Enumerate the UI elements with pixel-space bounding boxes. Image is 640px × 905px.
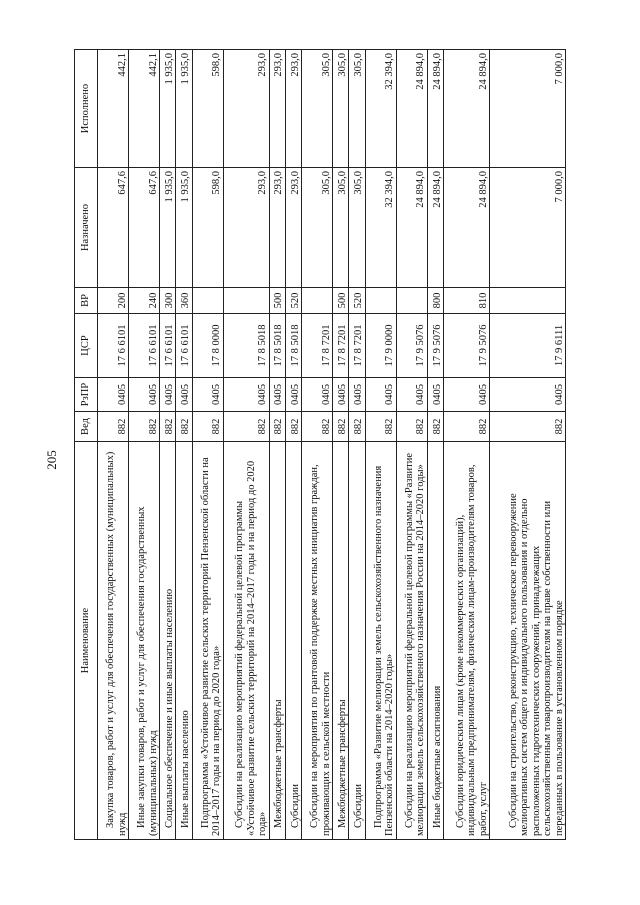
header-ved: Вед: [75, 412, 98, 442]
header-naznacheno: Назначено: [75, 168, 98, 288]
cell-ispolneno: 1 935,0: [176, 50, 192, 168]
cell-ispolneno: 293,0: [223, 50, 269, 168]
cell-csr: 17 6 6101: [98, 314, 129, 378]
cell-rzpr: 0405: [333, 378, 349, 412]
cell-naznacheno: 305,0: [302, 168, 333, 288]
cell-name: [302, 442, 333, 840]
cell-csr: 17 8 7201: [302, 314, 333, 378]
cell-naznacheno: 1 935,0: [176, 168, 192, 288]
cell-naznacheno: 293,0: [285, 168, 301, 288]
cell-rzpr: 0405: [129, 378, 160, 412]
table-row: [333, 50, 349, 840]
cell-name: [192, 442, 223, 840]
cell-vr: 200: [98, 288, 129, 314]
cell-rzpr: 0405: [192, 378, 223, 412]
header-csr: ЦСР: [75, 314, 98, 378]
table-row: [176, 50, 192, 840]
cell-vr: 240: [129, 288, 160, 314]
cell-ispolneno: 7 000,0: [490, 50, 566, 168]
table-row: [129, 50, 160, 840]
cell-ved: 882: [176, 412, 192, 442]
row-name-text: Субсидии на строительство, реконструкцию, техническое перевооружение мелиоративных систем общего и индивидуального пользования и отдельно расположенных гидротехнических сооружений, принадлежащих сельскохозяйственным товаропроизводителям на праве собственности или переданных в пользование в установленном порядке: [507, 493, 565, 836]
row-name-text: Субсидии на реализацию мероприятий федеральной целевой программы «Развитие мелиорации земель сельскохозяйственного назначения России на 2014–2020 годы»: [403, 452, 427, 836]
table-row: [192, 50, 223, 840]
cell-ved: 882: [490, 412, 566, 442]
table-row: [160, 50, 176, 840]
cell-name: [396, 442, 427, 840]
cell-ispolneno: 305,0: [349, 50, 365, 168]
cell-vr: 500: [333, 288, 349, 314]
cell-naznacheno: 647,6: [129, 168, 160, 288]
cell-ved: 882: [285, 412, 301, 442]
cell-csr: 17 8 5018: [223, 314, 269, 378]
header-ispolneno: Исполнено: [75, 50, 98, 168]
cell-rzpr: 0405: [98, 378, 129, 412]
cell-ved: 882: [223, 412, 269, 442]
cell-csr: 17 8 7201: [349, 314, 365, 378]
cell-ispolneno: 24 894,0: [444, 50, 490, 168]
row-name-text: Социальное обеспечение и иные выплаты населению: [163, 588, 175, 828]
cell-ispolneno: 442,1: [98, 50, 129, 168]
cell-name: [129, 442, 160, 840]
cell-naznacheno: 647,6: [98, 168, 129, 288]
table-row: [444, 50, 490, 840]
cell-vr: 500: [269, 288, 285, 314]
cell-naznacheno: 1 935,0: [160, 168, 176, 288]
cell-name: [365, 442, 396, 840]
cell-vr: [223, 288, 269, 314]
cell-naznacheno: 598,0: [192, 168, 223, 288]
cell-name: [176, 442, 192, 840]
cell-rzpr: 0405: [396, 378, 427, 412]
header-name: Наименование: [75, 442, 98, 840]
cell-vr: 520: [285, 288, 301, 314]
cell-ispolneno: 293,0: [285, 50, 301, 168]
row-name-text: Закупка товаров, работ и услуг для обеспечения государственных (муниципальных) нужд: [105, 451, 128, 836]
row-name-text: Иные выплаты населению: [180, 710, 192, 828]
cell-rzpr: 0405: [160, 378, 176, 412]
cell-rzpr: 0405: [427, 378, 443, 412]
cell-vr: 810: [444, 288, 490, 314]
cell-csr: 17 8 7201: [333, 314, 349, 378]
cell-ispolneno: 24 894,0: [396, 50, 427, 168]
cell-csr: 17 9 5076: [427, 314, 443, 378]
cell-rzpr: 0405: [444, 378, 490, 412]
cell-vr: [302, 288, 333, 314]
cell-name: [269, 442, 285, 840]
cell-ved: 882: [160, 412, 176, 442]
header-rzpr: РзПР: [75, 378, 98, 412]
cell-ispolneno: 305,0: [333, 50, 349, 168]
cell-vr: 360: [176, 288, 192, 314]
cell-vr: 300: [160, 288, 176, 314]
cell-naznacheno: 305,0: [349, 168, 365, 288]
cell-ved: 882: [396, 412, 427, 442]
table-row: [349, 50, 365, 840]
budget-table: [74, 49, 566, 840]
cell-rzpr: 0405: [349, 378, 365, 412]
cell-ved: 882: [98, 412, 129, 442]
row-name-text: Иные закупки товаров, работ и услуг для обеспечения государственных (муниципальных) нужд: [136, 506, 159, 836]
cell-vr: [490, 288, 566, 314]
cell-name: [160, 442, 176, 840]
cell-naznacheno: 7 000,0: [490, 168, 566, 288]
cell-name: [333, 442, 349, 840]
cell-vr: [192, 288, 223, 314]
cell-rzpr: 0405: [176, 378, 192, 412]
row-name-text: Межбюджетные трансферты: [336, 699, 348, 828]
cell-rzpr: 0405: [490, 378, 566, 412]
cell-ved: 882: [192, 412, 223, 442]
row-name-text: Субсидии юридическим лицам (кроме некоммерческих организаций), индивидуальным предпринимателям, физическим лицам-производителям товаров, работ, услуг: [454, 464, 489, 836]
cell-csr: 17 9 0000: [365, 314, 396, 378]
page-number: 205: [44, 450, 59, 470]
cell-csr: 17 8 0000: [192, 314, 223, 378]
cell-ispolneno: 305,0: [302, 50, 333, 168]
cell-ispolneno: 1 935,0: [160, 50, 176, 168]
cell-rzpr: 0405: [223, 378, 269, 412]
row-name-text: Подпрограмма «Развитие мелиорации земель сельскохозяйственного назначения Пензенской области на 2014–2020 годы»: [372, 465, 396, 836]
cell-name: [223, 442, 269, 840]
cell-csr: 17 9 6111: [490, 314, 566, 378]
cell-csr: 17 8 5018: [269, 314, 285, 378]
table-row: [427, 50, 443, 840]
cell-vr: [396, 288, 427, 314]
cell-name: [285, 442, 301, 840]
cell-ispolneno: 293,0: [269, 50, 285, 168]
table-row: [98, 50, 129, 840]
cell-name: [427, 442, 443, 840]
cell-ispolneno: 598,0: [192, 50, 223, 168]
table-body: [98, 50, 566, 840]
cell-naznacheno: 32 394,0: [365, 168, 396, 288]
cell-rzpr: 0405: [365, 378, 396, 412]
cell-naznacheno: 24 894,0: [396, 168, 427, 288]
cell-ispolneno: 32 394,0: [365, 50, 396, 168]
table-header-row: [75, 50, 98, 840]
cell-csr: 17 6 6101: [176, 314, 192, 378]
row-name-text: Иные бюджетные ассигнования: [431, 685, 443, 828]
cell-ved: 882: [349, 412, 365, 442]
table-row: [285, 50, 301, 840]
row-name-text: Субсидии: [353, 783, 365, 828]
budget-table-container: [74, 50, 566, 840]
row-name-text: Субсидии на мероприятия по грантовой поддержке местных инициатив граждан, проживающих в сельской местности: [309, 464, 332, 836]
header-vr: ВР: [75, 288, 98, 314]
cell-ved: 882: [427, 412, 443, 442]
cell-ved: 882: [302, 412, 333, 442]
cell-ved: 882: [365, 412, 396, 442]
table-row: [396, 50, 427, 840]
cell-name: [444, 442, 490, 840]
cell-naznacheno: 293,0: [223, 168, 269, 288]
cell-csr: 17 9 5076: [444, 314, 490, 378]
cell-csr: 17 6 6101: [160, 314, 176, 378]
cell-csr: 17 6 6101: [129, 314, 160, 378]
row-name-text: Субсидии: [289, 783, 301, 828]
cell-csr: 17 8 5018: [285, 314, 301, 378]
row-name-text: Подпрограмма «Устойчивое развитие сельских территорий Пензенской области на 2014–2017 годы и на период до 2020 года»: [199, 457, 223, 836]
cell-rzpr: 0405: [269, 378, 285, 412]
cell-ved: 882: [333, 412, 349, 442]
cell-naznacheno: 24 894,0: [427, 168, 443, 288]
cell-name: [490, 442, 566, 840]
table-row: [365, 50, 396, 840]
table-row: [223, 50, 269, 840]
cell-ispolneno: 24 894,0: [427, 50, 443, 168]
cell-ved: 882: [129, 412, 160, 442]
cell-csr: 17 9 5076: [396, 314, 427, 378]
table-row: [302, 50, 333, 840]
cell-naznacheno: 293,0: [269, 168, 285, 288]
cell-name: [98, 442, 129, 840]
cell-vr: 520: [349, 288, 365, 314]
row-name-text: Субсидии на реализацию мероприятий федеральной целевой программы «Устойчивое развитие сельских территорий на 2014–2017 годы и на период до 2020 года»: [234, 460, 269, 836]
table-row: [269, 50, 285, 840]
cell-ved: 882: [269, 412, 285, 442]
cell-naznacheno: 24 894,0: [444, 168, 490, 288]
cell-vr: [365, 288, 396, 314]
table-row: [490, 50, 566, 840]
cell-rzpr: 0405: [285, 378, 301, 412]
cell-rzpr: 0405: [302, 378, 333, 412]
cell-name: [349, 442, 365, 840]
cell-naznacheno: 305,0: [333, 168, 349, 288]
cell-ved: 882: [444, 412, 490, 442]
cell-ispolneno: 442,1: [129, 50, 160, 168]
cell-vr: 800: [427, 288, 443, 314]
row-name-text: Межбюджетные трансферты: [273, 699, 285, 828]
